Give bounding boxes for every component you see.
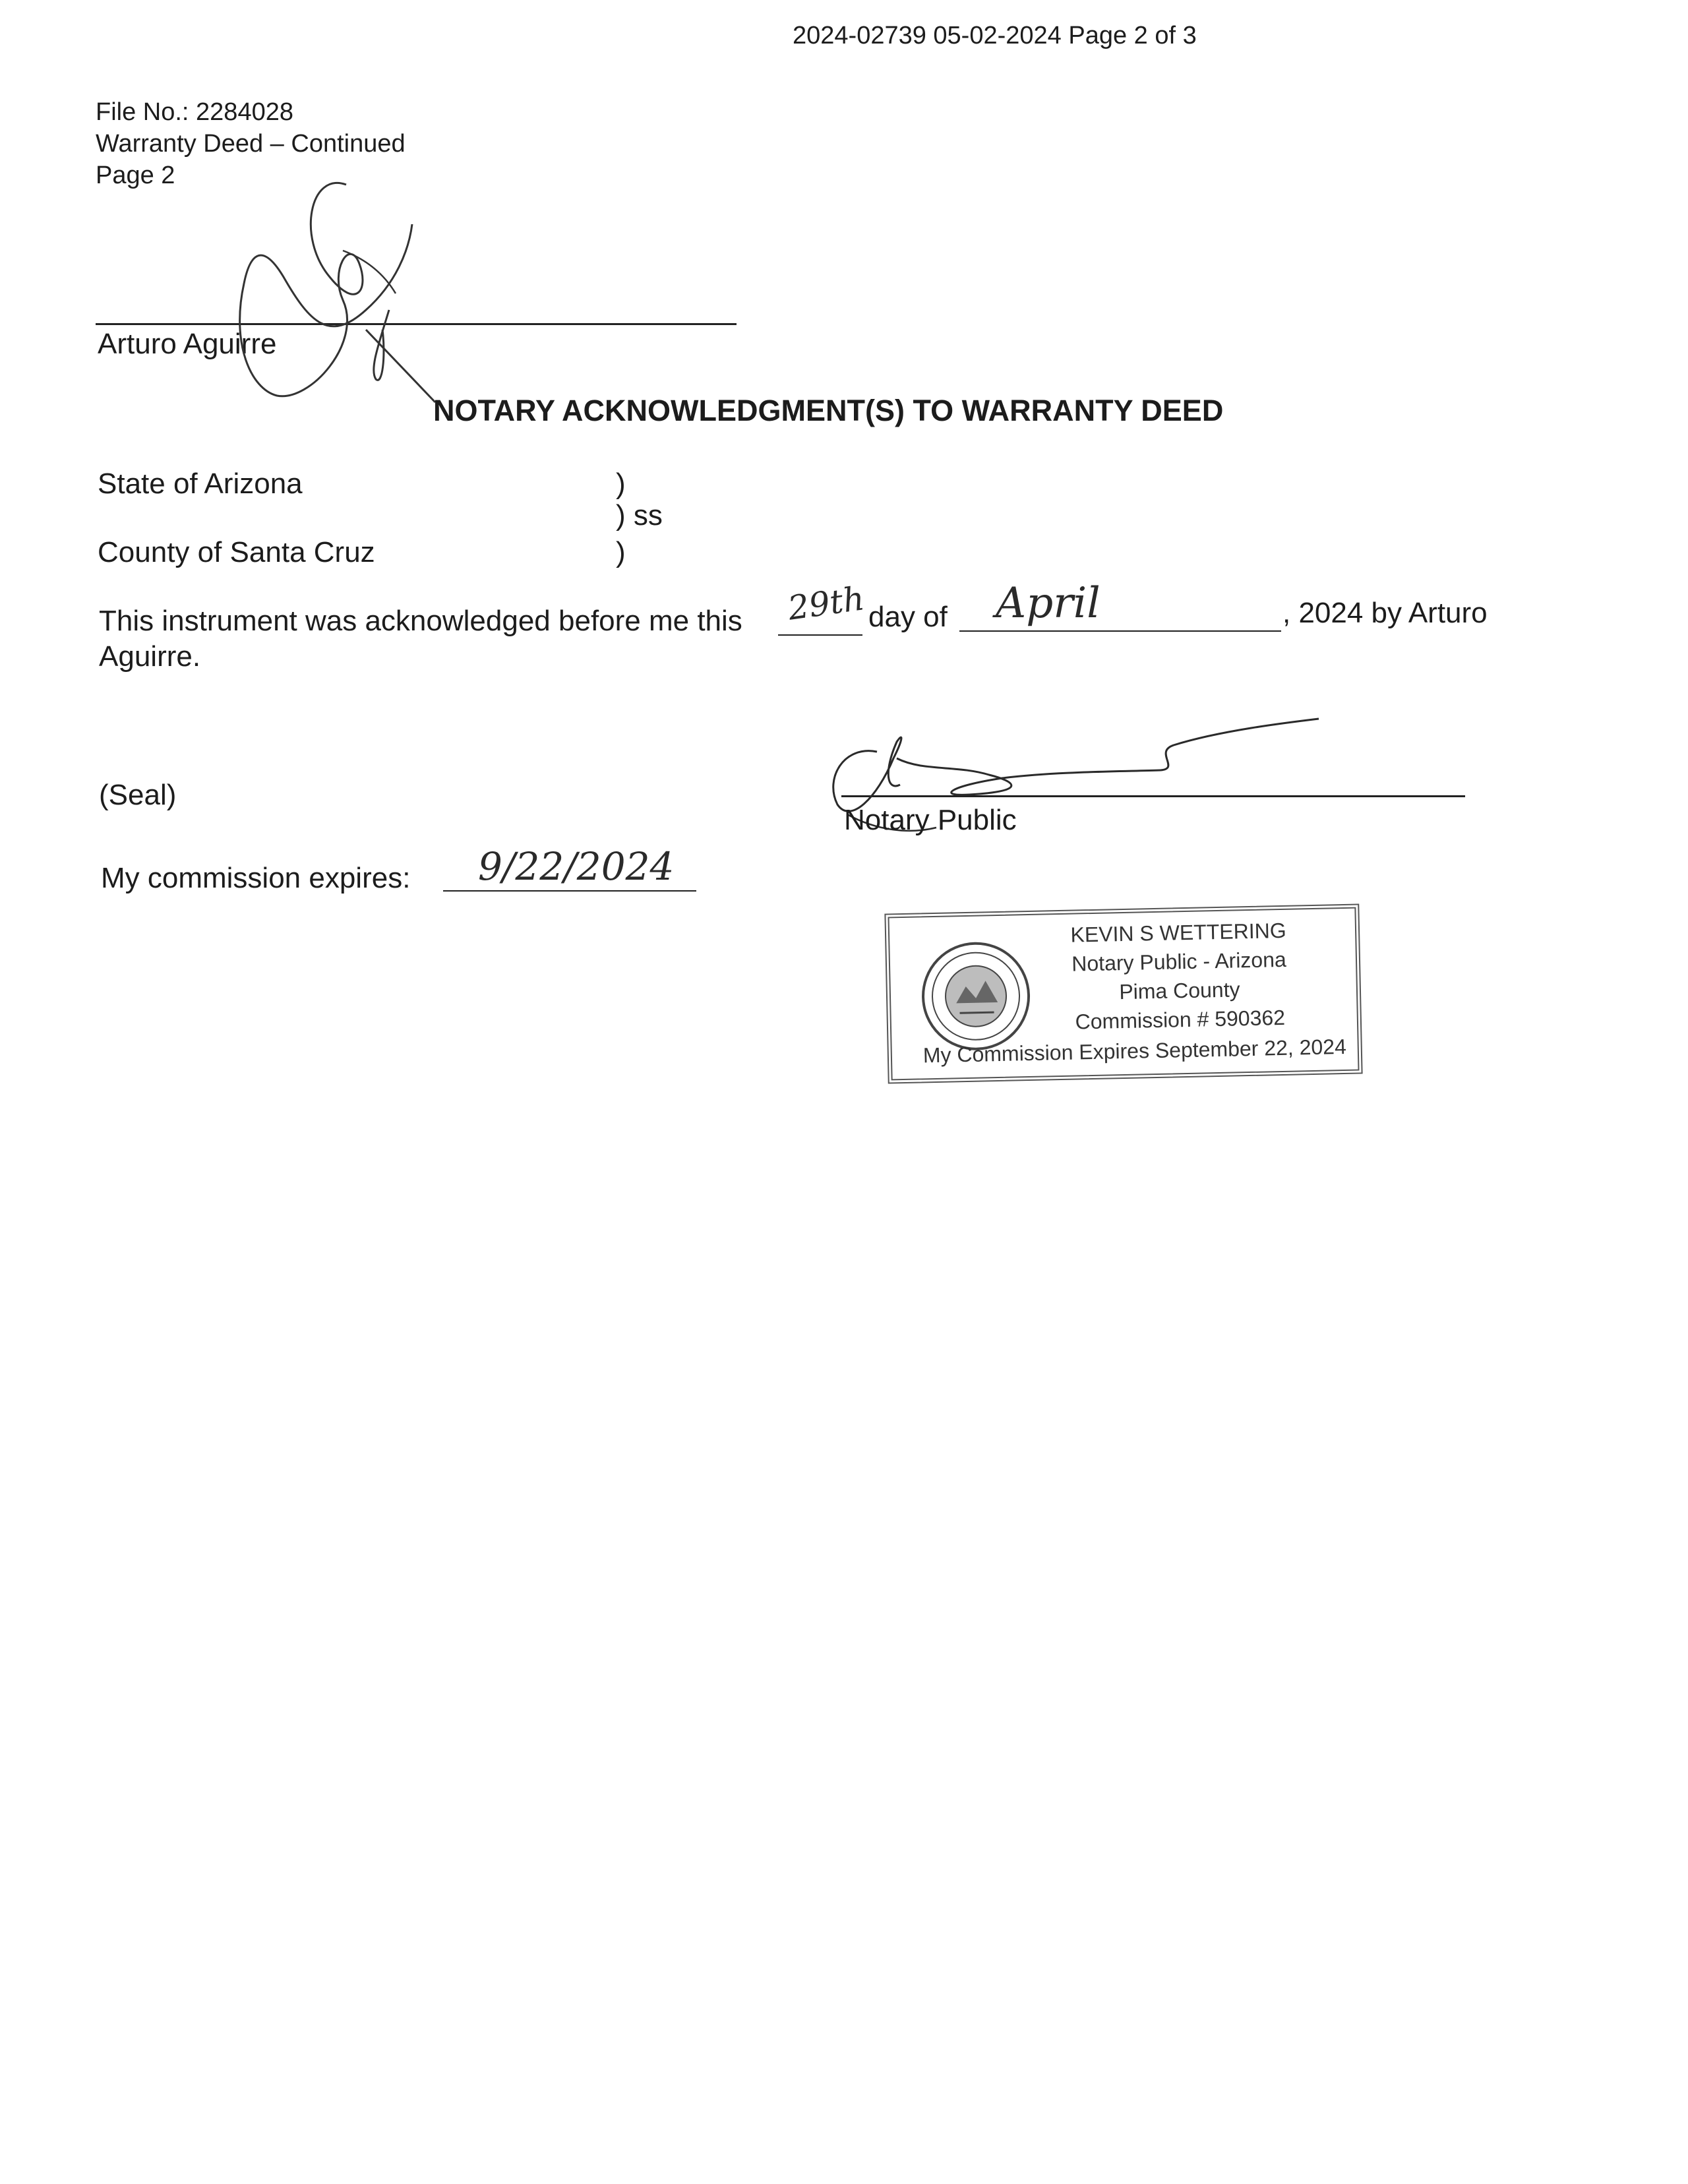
stamp-notary-title: Notary Public - Arizona: [1071, 947, 1287, 976]
venue-paren-bottom: ): [616, 536, 626, 568]
acknowledgment-day-of: day of: [868, 601, 948, 633]
stamp-notary-name: KEVIN S WETTERING: [1070, 918, 1286, 947]
venue-state: State of Arizona: [98, 468, 303, 500]
page-label: Page 2: [96, 162, 175, 189]
acknowledgment-continued: Aguirre.: [99, 640, 201, 673]
recording-header: 2024-02739 05-02-2024 Page 2 of 3: [793, 22, 1197, 49]
notary-public-label: Notary Public: [844, 804, 1017, 836]
file-number: File No.: 2284028: [96, 98, 293, 126]
acknowledgment-suffix: , 2024 by Arturo: [1282, 597, 1488, 629]
stamp-county: Pima County: [1118, 977, 1240, 1004]
acknowledgment-prefix: This instrument was acknowledged before me this: [99, 605, 742, 637]
venue-paren-ss: ) ss: [616, 499, 663, 531]
commission-date-handwritten: 9/22/2024: [478, 844, 675, 889]
stamp-expiration: My Commission Expires September 22, 2024: [922, 1034, 1347, 1068]
grantor-name: Arturo Aguirre: [98, 328, 277, 360]
commission-date-line: [443, 890, 696, 892]
month-handwritten: April: [996, 579, 1100, 628]
notary-stamp: [884, 903, 1362, 1083]
venue-county: County of Santa Cruz: [98, 536, 375, 568]
stamp-commission-number: Commission # 590362: [1075, 1005, 1286, 1034]
commission-label: My commission expires:: [101, 862, 411, 894]
document-continued: Warranty Deed – Continued: [96, 130, 406, 158]
day-handwritten: 29th: [785, 579, 867, 628]
notary-heading: NOTARY ACKNOWLEDGMENT(S) TO WARRANTY DEED: [433, 394, 1224, 427]
venue-paren-top: ): [616, 468, 626, 500]
seal-label: (Seal): [99, 779, 177, 811]
